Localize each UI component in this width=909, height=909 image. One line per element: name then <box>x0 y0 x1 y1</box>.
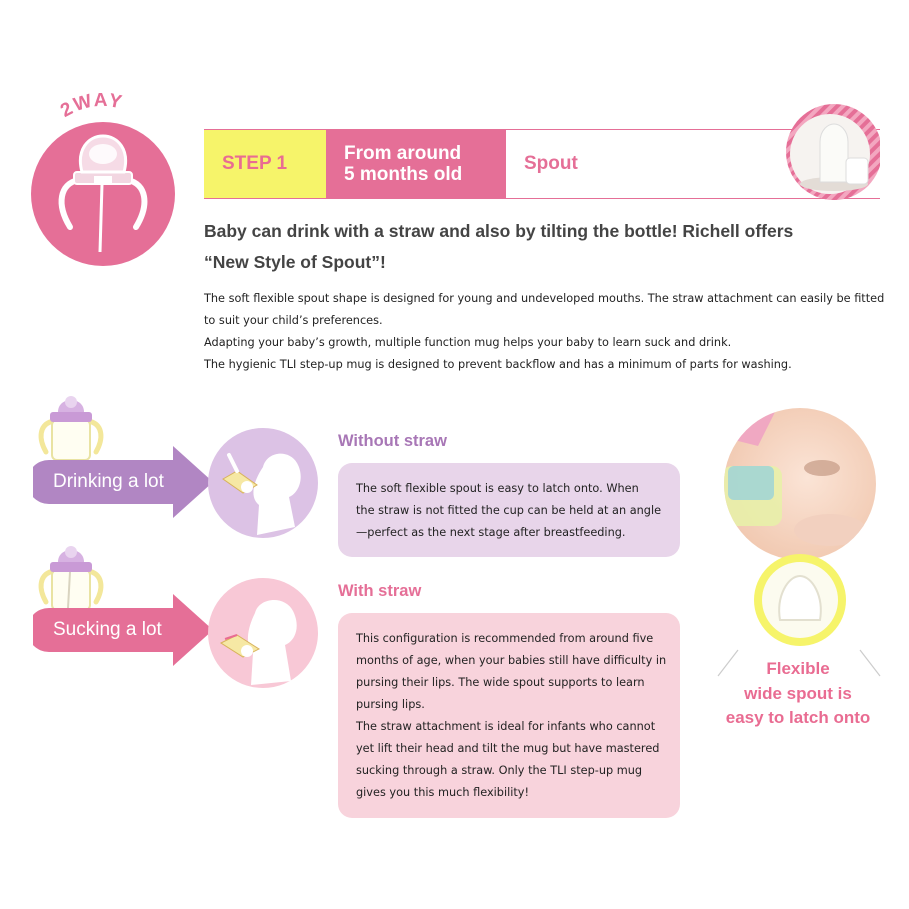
without-straw-title: Without straw <box>338 432 447 450</box>
box-line: This configuration is recommended from around five <box>356 632 654 645</box>
baby-drinking-photo <box>718 406 880 646</box>
step-age-line1: From around <box>344 143 462 164</box>
caption-line2: wide spout is <box>744 683 852 703</box>
step-number: STEP 1 <box>204 130 326 198</box>
arrow-drinking-a-lot <box>33 446 213 518</box>
box-line: months of age, when your babies still have difficulty in <box>356 654 667 667</box>
step-age-line2: 5 months old <box>344 164 463 185</box>
intro-text <box>204 288 894 376</box>
box-line: The soft flexible spout is easy to latch onto. When <box>356 482 639 495</box>
step-age <box>326 130 506 198</box>
intro-line: The soft flexible spout shape is designed for young and undeveloped mouths. The straw attachment can easily be fitted <box>204 292 885 305</box>
with-straw-title: With straw <box>338 582 422 600</box>
svg-text:2WAY <box>57 92 125 122</box>
spout-cup-photo <box>784 100 880 200</box>
with-straw-box <box>338 613 680 818</box>
box-line: sucking through a straw. Only the TLI step-up mug <box>356 764 643 777</box>
caption-line1: Flexible <box>766 659 830 678</box>
intro-line: to suit your child’s preferences. <box>204 314 383 327</box>
box-line: the straw is not fitted the cup can be held at an angle <box>356 504 662 517</box>
without-straw-box <box>338 463 680 557</box>
intro-line: The hygienic TLI step-up mug is designed to prevent backflow and has a minimum of parts for washing. <box>204 358 792 371</box>
headline-line1: Baby can drink with a straw and also by tilting the bottle! Richell offers <box>204 221 794 241</box>
headline <box>204 216 854 278</box>
baby-drinking-illustration <box>207 427 319 544</box>
arrow-sucking-a-lot <box>33 594 213 666</box>
box-line: pursing lips. <box>356 698 425 711</box>
headline-line2: “New Style of Spout”! <box>204 252 386 272</box>
baby-sucking-illustration <box>207 577 319 694</box>
flexible-spout-caption <box>712 657 884 731</box>
arrow-label: Sucking a lot <box>53 619 162 640</box>
intro-line: Adapting your baby’s growth, multiple function mug helps your baby to learn suck and drink. <box>204 336 732 349</box>
box-line: The straw attachment is ideal for infants who cannot <box>356 720 656 733</box>
arrow-label: Drinking a lot <box>53 471 164 492</box>
box-line: yet lift their head and tilt the mug but have mastered <box>356 742 660 755</box>
step-header <box>204 129 880 199</box>
caption-line3: easy to latch onto <box>725 708 871 727</box>
box-line: pursing their lips. The wide spout supports to learn <box>356 676 645 689</box>
sippy-cup-icon <box>30 92 180 267</box>
two-way-badge <box>30 92 180 267</box>
badge-label: 2WAY <box>57 92 126 122</box>
step-name: Spout <box>524 153 578 174</box>
box-line: —perfect as the next stage after breastfeeding. <box>356 526 626 539</box>
box-line: gives you this much flexibility! <box>356 786 530 799</box>
